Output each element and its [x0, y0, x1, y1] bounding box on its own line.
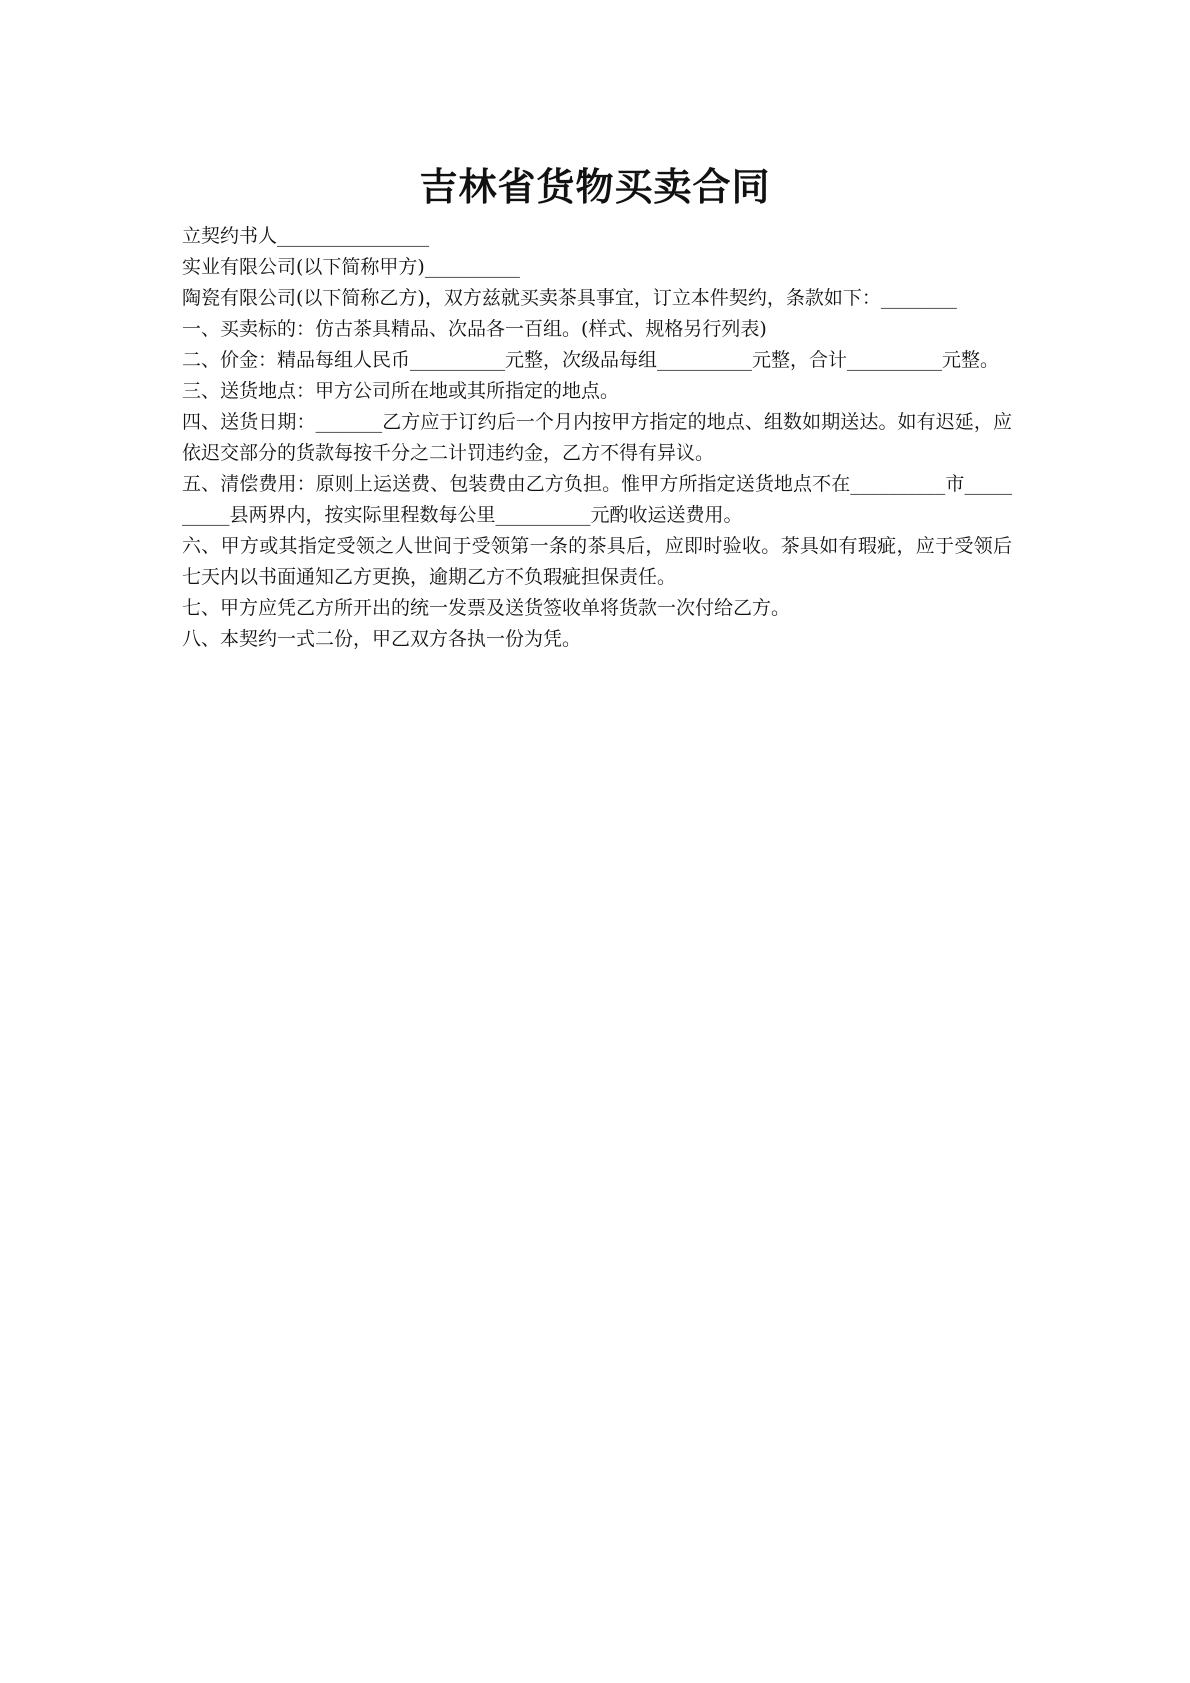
clause-8-copies: 八、本契约一式二份，甲乙双方各执一份为凭。: [182, 628, 582, 650]
document-title: 吉林省货物买卖合同: [419, 164, 771, 209]
clause-4-delivery-date: 四、送货日期：_______乙方应于订约后一个月内按甲方指定的地点、组数如期送达。如有迟延，应依迟交部分的货款每按千分之二计罚违约金，乙方不得有异议。: [182, 411, 1012, 464]
clause-6-inspection: 六、甲方或其指定受领之人世间于受领第一条的茶具后，应即时验收。茶具如有瑕疵，应于受领后七天内以书面通知乙方更换，逾期乙方不负瑕疵担保责任。: [182, 535, 1012, 588]
paragraph-party-b: 陶瓷有限公司(以下简称乙方)，双方兹就买卖茶具事宜，订立本件契约，条款如下：________: [182, 287, 957, 309]
paragraph-parties-signatory: 立契约书人________________: [182, 225, 430, 247]
contract-body: [182, 221, 1012, 655]
clause-3-delivery-location: 三、送货地点：甲方公司所在地或其所指定的地点。: [182, 380, 620, 402]
clause-7-payment: 七、甲方应凭乙方所开出的统一发票及送货签收单将货款一次付给乙方。: [182, 597, 791, 619]
clause-2-price: 二、价金：精品每组人民币__________元整，次级品每组__________元整，合计__________元整。: [182, 349, 1000, 371]
clause-5-costs: 五、清偿费用：原则上运送费、包装费由乙方负担。惟甲方所指定送货地点不在__________市__________县两界内，按实际里程数每公里__________元酌收运送费用。: [182, 473, 1012, 526]
paragraph-party-a: 实业有限公司(以下简称甲方)__________: [182, 256, 520, 278]
clause-1-subject: 一、买卖标的：仿古茶具精品、次品各一百组。(样式、规格另行列表): [182, 318, 767, 340]
